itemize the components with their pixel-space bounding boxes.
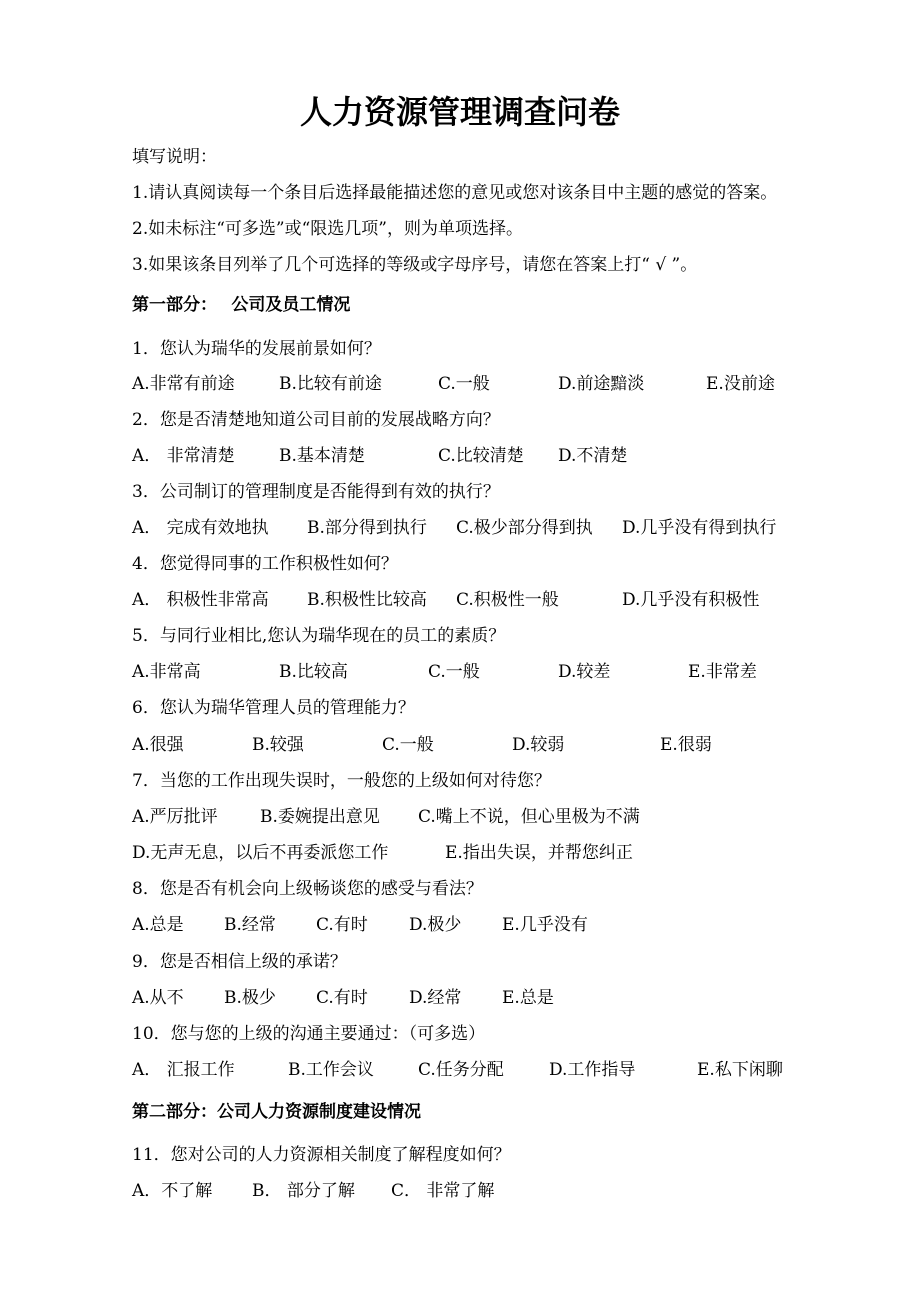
- option-2a[interactable]: A． 非常清楚: [132, 446, 235, 466]
- question-1: 1．您认为瑞华的发展前景如何？: [132, 339, 381, 359]
- option-9c[interactable]: C.有时: [316, 988, 368, 1008]
- option-5c[interactable]: C.一般: [428, 662, 480, 682]
- option-1d[interactable]: D.前途黯淡: [558, 374, 645, 394]
- option-1a[interactable]: A.非常有前途: [132, 374, 235, 394]
- question-8: 8．您是否有机会向上级畅谈您的感受与看法？: [132, 879, 483, 899]
- option-8c[interactable]: C.有时: [316, 915, 368, 935]
- question-10: 10．您与您的上级的沟通主要通过：（可多选）: [132, 1024, 486, 1044]
- question-7: 7．当您的工作出现失误时，一般您的上级如何对待您？: [132, 771, 551, 791]
- option-4c[interactable]: C.积极性一般: [456, 590, 559, 610]
- option-8b[interactable]: B.经常: [224, 915, 276, 935]
- option-2b[interactable]: B.基本清楚: [279, 446, 365, 466]
- option-3d[interactable]: D.几乎没有得到执行: [622, 518, 777, 538]
- option-5d[interactable]: D.较差: [558, 662, 611, 682]
- option-9a[interactable]: A.从不: [132, 988, 184, 1008]
- option-2d[interactable]: D.不清楚: [558, 446, 628, 466]
- option-10b[interactable]: B.工作会议: [288, 1060, 374, 1080]
- instruction-2: 2.如未标注“可多选”或“限选几项”，则为单项选择。: [132, 219, 523, 239]
- part2-heading: 第二部分：公司人力资源制度建设情况: [132, 1102, 421, 1122]
- question-9: 9．您是否相信上级的承诺？: [132, 952, 347, 972]
- option-6d[interactable]: D.较弱: [512, 735, 565, 755]
- option-5e[interactable]: E.非常差: [688, 662, 757, 682]
- option-4b[interactable]: B.积极性比较高: [307, 590, 427, 610]
- option-3c[interactable]: C.极少部分得到执: [456, 518, 593, 538]
- option-5b[interactable]: B.比较高: [279, 662, 348, 682]
- instruction-1: 1.请认真阅读每一个条目后选择最能描述您的意见或您对该条目中主题的感觉的答案。: [132, 183, 778, 203]
- option-7d[interactable]: D.无声无息，以后不再委派您工作: [132, 843, 389, 863]
- question-11: 11．您对公司的人力资源相关制度了解程度如何？: [132, 1145, 511, 1165]
- option-11b[interactable]: B． 部分了解: [252, 1181, 355, 1201]
- option-7a[interactable]: A.严厉批评: [132, 807, 218, 827]
- option-10a[interactable]: A． 汇报工作: [132, 1060, 235, 1080]
- question-5: 5．与同行业相比,您认为瑞华现在的员工的素质？: [132, 626, 506, 646]
- option-3b[interactable]: B.部分得到执行: [307, 518, 427, 538]
- option-9e[interactable]: E.总是: [502, 988, 554, 1008]
- option-3a[interactable]: A． 完成有效地执: [132, 518, 269, 538]
- question-6: 6．您认为瑞华管理人员的管理能力？: [132, 698, 415, 718]
- option-7b[interactable]: B.委婉提出意见: [260, 807, 380, 827]
- option-6e[interactable]: E.很弱: [660, 735, 712, 755]
- option-2c[interactable]: C.比较清楚: [438, 446, 524, 466]
- instruction-3: 3.如果该条目列举了几个可选择的等级或字母序号，请您在答案上打“ √ ”。: [132, 255, 698, 275]
- option-6b[interactable]: B.较强: [252, 735, 304, 755]
- option-8e[interactable]: E.几乎没有: [502, 915, 588, 935]
- option-11a[interactable]: A．不了解: [132, 1181, 213, 1201]
- option-9b[interactable]: B.极少: [224, 988, 276, 1008]
- option-9d[interactable]: D.经常: [409, 988, 462, 1008]
- option-8d[interactable]: D.极少: [409, 915, 462, 935]
- option-7c[interactable]: C.嘴上不说，但心里极为不满: [418, 807, 640, 827]
- question-2: 2．您是否清楚地知道公司目前的发展战略方向？: [132, 410, 500, 430]
- option-4a[interactable]: A． 积极性非常高: [132, 590, 269, 610]
- option-6a[interactable]: A.很强: [132, 735, 184, 755]
- option-11c[interactable]: C． 非常了解: [391, 1181, 495, 1201]
- option-10c[interactable]: C.任务分配: [418, 1060, 504, 1080]
- instructions-heading: 填写说明：: [132, 147, 217, 167]
- question-3: 3．公司制订的管理制度是否能得到有效的执行？: [132, 482, 500, 502]
- question-4: 4．您觉得同事的工作积极性如何？: [132, 554, 398, 574]
- option-1e[interactable]: E.没前途: [706, 374, 775, 394]
- option-10d[interactable]: D.工作指导: [549, 1060, 636, 1080]
- option-4d[interactable]: D.几乎没有积极性: [622, 590, 760, 610]
- option-1c[interactable]: C.一般: [438, 374, 490, 394]
- option-5a[interactable]: A.非常高: [132, 662, 201, 682]
- option-10e[interactable]: E.私下闲聊: [697, 1060, 783, 1080]
- document-title: 人力资源管理调查问卷: [299, 93, 620, 131]
- option-7e[interactable]: E.指出失误，并帮您纠正: [445, 843, 633, 863]
- option-1b[interactable]: B.比较有前途: [279, 374, 382, 394]
- option-6c[interactable]: C.一般: [382, 735, 434, 755]
- option-8a[interactable]: A.总是: [132, 915, 184, 935]
- part1-heading: 第一部分： 公司及员工情况: [132, 295, 351, 315]
